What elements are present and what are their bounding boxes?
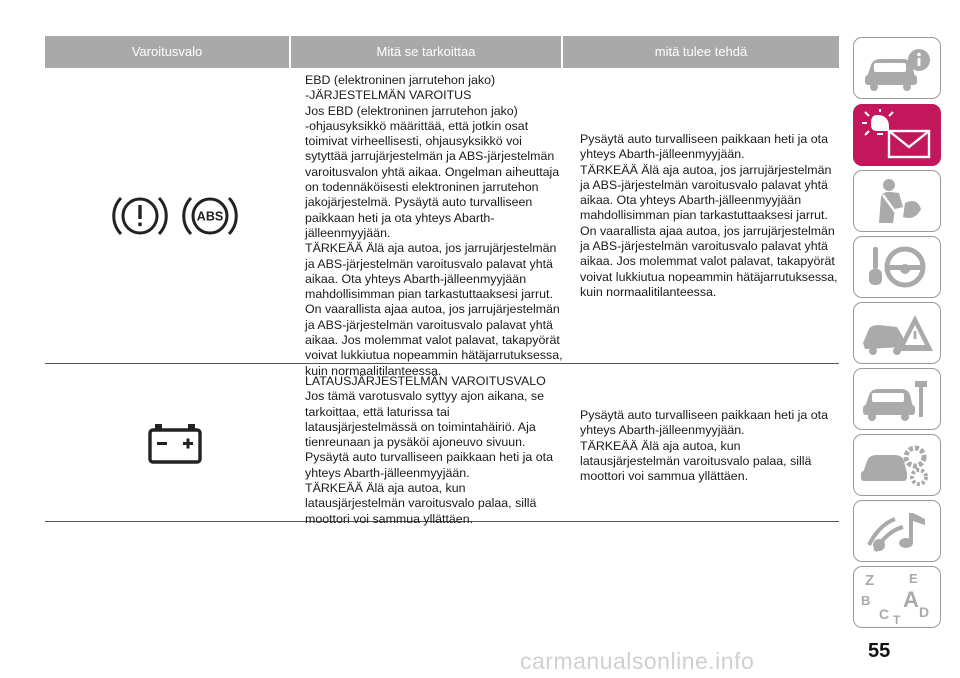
car-maintenance-icon xyxy=(859,373,935,425)
action-text: Pysäytä auto turvalliseen paikkaan heti ja ota yhteys Abarth-jälleenmyyjään. TÄRKEÄÄ Älä aja autoa, jos jarrujärjestelmän ja ABS-järjestelmän varoitusvalo palavat yhtä aikaa. Ota yhteys Abarth-jälleenmyyjään mahdollisimman pian tarkastuttaaksesi jarrut. On vaarallista ajaa autoa, jos jarrujärjestelmän ja ABS-järjestelmän varoitusvalo palavat yhtä aikaa. Jos molemmat valot palavat, takapyörät voivat lukkiutua nopeammin hätäjarrutuksessa, kuin normaalitilanteessa. xyxy=(580,132,838,299)
battery-warning-icon xyxy=(145,418,205,468)
warning-lights-icon xyxy=(859,109,935,161)
page-number: 55 xyxy=(868,640,891,662)
index-letter: D xyxy=(919,604,930,620)
car-info-icon xyxy=(859,43,935,93)
key-steering-icon xyxy=(859,241,935,293)
abs-warning-icon xyxy=(184,198,236,234)
header-action: mitä tulee tehdä xyxy=(654,44,748,59)
meaning-text: EBD (elektroninen jarrutehon jako) -JÄRJESTELMÄN VAROITUS Jos EBD (elektroninen jarrutehon jako) -ohjausyksikkö määrittää, että jotkin osat toimivat virheellisesti, ohjausyksikkö voi sytyttää jarrujärjestelmän ja ABS-järjestelmän varoitusvalon yhtä aikaa. Ongelman aiheuttaja on todennäköisesti elektroninen jarrutehon jakojärjestelmä. Pysäytä auto turvalliseen paikkaan heti ja ota yhteys Abarth- jälleenmyyjään. TÄRKEÄÄ Älä aja autoa, jos jarrujärjestelmän ja ABS-järjestelmän varoitusvalo palavat yhtä aikaa. Ota yhteys Abarth-jälleenmyyjään mahdollisimman pian tarkastuttaaksesi jarrut. On vaarallista ajaa autoa, jos jarrujärjestelmän ja ABS-järjestelmän varoitusvalo palavat yhtä aikaa. Jos molemmat valot palavat, takapyörät voivat lukkiutua nopeammin hätäjarrutuksessa, kuin normaalitilanteessa. xyxy=(305,73,563,378)
index-letter: B xyxy=(861,593,871,608)
multimedia-icon xyxy=(859,505,935,557)
header-meaning: Mitä se tarkoittaa xyxy=(376,44,476,59)
header-warning-light: Varoitusvalo xyxy=(131,44,203,59)
action-text: Pysäytä auto turvalliseen paikkaan heti ja ota yhteys Abarth-jälleenmyyjään. TÄRKEÄÄ Älä aja autoa, kun latausjärjestelmän varoitusvalo palaa, sillä moottori voi sammua yllättäen. xyxy=(580,408,828,484)
warning-icon-cell xyxy=(45,68,305,363)
tab-index[interactable] xyxy=(853,566,941,628)
emergency-car-icon xyxy=(859,307,935,359)
index-letter: Z xyxy=(865,572,875,589)
tab-multimedia[interactable] xyxy=(853,500,941,562)
abs-label: ABS xyxy=(196,209,224,223)
tab-starting-driving[interactable] xyxy=(853,236,941,298)
meaning-text: LATAUSJÄRJESTELMÄN VAROITUSVALO Jos tämä varotusvalo syttyy ajon aikana, se tarkoittaa, että laturissa tai latausjärjestelmässä on toimintahäiriö. Aja tienreunaan ja pysäköi ajoneuvo sivuun. Pysäytä auto turvalliseen paikkaan heti ja ota yhteys Abarth-jälleenmyyjään. TÄRKEÄÄ Älä aja autoa, kun latausjärjestelmän varoitusvalo palaa, sillä moottori voi sammua yllättäen. xyxy=(305,374,553,526)
specs-gears-icon xyxy=(859,439,935,491)
tab-maintenance[interactable] xyxy=(853,368,941,430)
table-header xyxy=(45,36,839,68)
chapter-sidebar xyxy=(853,0,960,678)
index-letter: C xyxy=(879,606,890,622)
tab-safety[interactable] xyxy=(853,170,941,232)
table-row xyxy=(45,68,839,378)
tab-emergency[interactable] xyxy=(853,302,941,364)
warning-icon-cell xyxy=(45,364,305,521)
tab-technical-data[interactable] xyxy=(853,434,941,496)
brake-warning-icon xyxy=(105,181,245,251)
index-letter: T xyxy=(893,613,901,625)
index-letter: E xyxy=(909,571,918,586)
index-letters-icon xyxy=(859,569,935,625)
index-letter: A xyxy=(903,587,919,612)
tab-car-info[interactable] xyxy=(853,37,941,99)
table-row xyxy=(45,364,839,526)
watermark: carmanualsonline.info xyxy=(520,648,755,674)
safety-seatbelt-icon xyxy=(859,175,935,227)
tab-warning-lights[interactable] xyxy=(853,104,941,166)
